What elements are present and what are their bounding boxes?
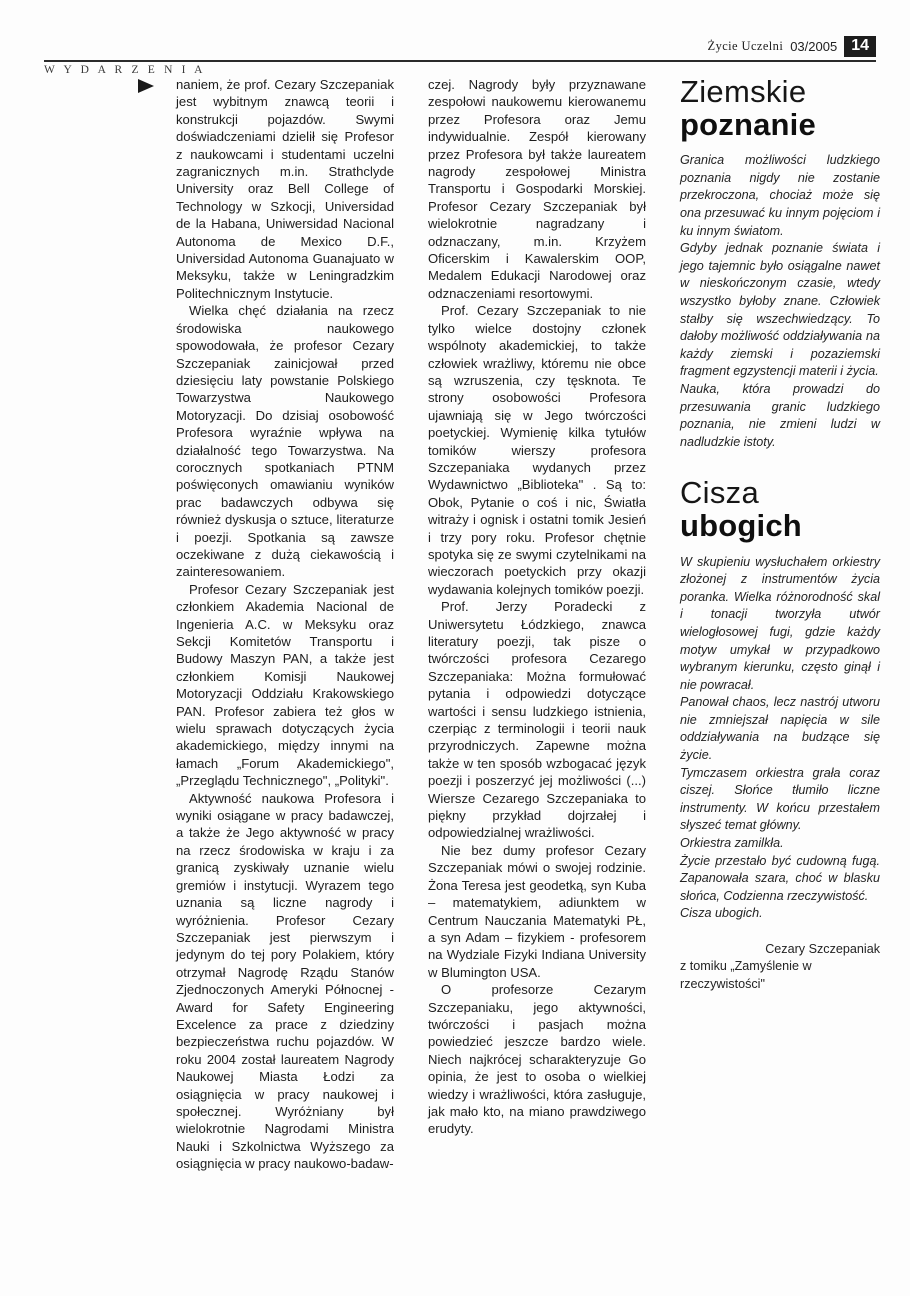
paragraph: naniem, że prof. Cezary Szczepaniak jest wybitnym znawcą teorii i konstrukcji pojazdów. Swymi doświadczeniami dzielił się Profesor z naukowcami i studentami uczelni zagranicznych m.in. Strathclyde University oraz Bell College of Technology w Szkocji, Universidad de la Habana, Uniwersidad Nacional Autonoma de Mexico D.F., Universidad Autonoma Guanajuato w Meksyku, także w Leningradzkim Politechnicznym Instytucie.	[176, 77, 394, 301]
poem-stanza: Gdyby jednak poznanie świata i jego tajemnic było osiągalne nawet w nieskończonym czasie, wtedy wszystko byłoby znane. Człowiek stałby się wszechwiedzący. To dałoby możliwość oddziaływania na każdy ziemski i pozaziemski fragment egzystencji materii i życia.	[680, 241, 880, 379]
poem-title-line-1: Cisza	[680, 475, 760, 511]
paragraph: Prof. Cezary Szczepaniak to nie tylko wielce dostojny członek wspólnoty akademickiej, to także człowiek wrażliwy, któremu nie obce są wzruszenia, czy tęsknota. Te strony osobowości Profesora ujawniają się w Jego twórczości poetyckiej. Wymienię kilka tytułów tomików wierszy profesora Szczepaniaka wydanych przez Wydawnictwo „Biblioteka" . Są to: Obok, Pytanie o coś i nic, Światła witraży i ognisk i ostatni tomik Jesień i trzy pory roku. Profesor chętnie spotyka się ze swymi czytelnikami na wieczorach poetyckich przy okazji wydawania kolejnych tomików poezji.	[428, 303, 646, 597]
page-header	[44, 22, 876, 76]
signature-author: Cezary Szczepaniak	[765, 942, 880, 956]
masthead-issue: 03/2005	[790, 39, 838, 54]
poem-stanza: Cisza ubogich.	[680, 906, 763, 921]
paragraph: czej. Nagrody były przyznawane zespołowi naukowemu kierowanemu przez Profesora oraz Jemu indywidualnie. Zespół kierowany przez Profesora był także laureatem nagrody zespołowej Ministra Transportu i Gospodarki Morskiej. Profesor Cezary Szczepaniak był wielokrotnie nagradzany i odznaczany, m.in. Krzyżem Oficerskim i Kawalerskim OOP, Medalem Edukacji Narodowej oraz odznaczeniami resortowymi.	[428, 77, 646, 301]
page-number: 14	[844, 36, 876, 57]
signature-source: z tomiku „Zamyślenie w rzeczywistości"	[680, 959, 812, 991]
paragraph: Prof. Jerzy Poradecki z Uniwersytetu Łódzkiego, znawca literatury poezji, tak pisze o twórczości profesora Cezarego Szczepaniaka: Można formułować pytania i odpowiedzi dotyczące wartości i sensu ludzkiego istnienia, czerpiąc z terminologii i teorii nauk przyrodniczych. Zapewne można także w ten sposób wzbogacać język poezji i poszerzyć jej możliwości (...) Wiersze Cezarego Szczepaniaka to piękny przykład dojrzałej i odpowiedzialnej wrażliwości.	[428, 599, 646, 841]
masthead	[708, 36, 876, 57]
poem-title-line-2: poznanie	[680, 106, 816, 142]
paragraph: Wielka chęć działania na rzecz środowiska naukowego spowodowała, że profesor Cezary Szczepaniak zainicjował przed dziesięciu laty powstanie Polskiego Towarzystwa Naukowego Motoryzacji. Do dzisiaj osobowość Profesora wyraźnie wpływa na działalność tego Towarzystwa. Na corocznych spotkaniach PTNM poświęconych omawianiu wyników prac badawczych odbywa się również dyskusja o sztuce, literaturze i poezji. Spotkania są zawsze oczekiwane z dużą ciekawością i zainteresowaniem.	[176, 303, 394, 580]
continuation-arrow-icon	[138, 79, 154, 93]
paragraph: Aktywność naukowa Profesora i wyniki osiągane w pracy badawczej, a także że Jego aktywność w pracy na rzecz środowiska w kraju i za granicą zyskiwały uznanie wielu gremiów i instytucji. Wyrazem tego uznania są liczne nagrody i wyróżnienia. Profesor Cezary Szczepaniak jest pierwszym i jedynym do tej pory Polakiem, który otrzymał Nagrodę Rządu Stanów Zjednoczonych Ameryki Północnej - Award for Safety Engineering Excelence za prace z dziedziny bezpieczeństwa ruchu pojazdów. W roku 2004 został laureatem Nagrody Naukowej Miasta Łodzi za osiągnięcia w pracy naukowej i społecznej. Wyróżniany był wielokrotnie Nagrodami Ministra Nauki i Szkolnictwa Wyższego za osiągnięcia w pracy naukowo-badaw-	[176, 790, 394, 1172]
paragraph: O profesorze Cezarym Szczepaniaku, jego aktywności, twórczości i pasjach można powiedzieć jeszcze bardzo wiele. Niech najkrócej scharakteryzuje Go opinia, że jest to osoba o wielkiej wiedzy i wrażliwości, która zasługuje, jak mało kto, na miano prawdziwego erudyty.	[428, 982, 646, 1137]
poem-stanza: Panował chaos, lecz nastrój utworu nie zmniejszał napięcia w sile oddziaływania na budzące się życie.	[680, 695, 880, 763]
poem-title-line-2: ubogich	[680, 507, 802, 543]
poem-title-ziemskie-poznanie	[680, 76, 880, 140]
section-label: W Y D A R Z E N I A	[44, 64, 206, 76]
poem-title-cisza-ubogich	[680, 477, 880, 541]
poem-stanza: W skupieniu wysłuchałem orkiestry złożonej z instrumentów życia poranka. Wielka różnorodność skal i tonacji tworzyła utwór wielogłosowej fugi, gdzie każdy motyw umykał w przypadkowo wybranym kierunku, często ginął i nie powracał.	[680, 554, 880, 692]
poem-stanza: Nauka, która prowadzi do przesuwania granic ludzkiego poznania, nie zmieni ludzi w nadludzkie istoty.	[680, 381, 880, 449]
poem-title-line-1: Ziemskie	[680, 74, 807, 109]
poem-signature	[680, 941, 880, 993]
header-rule	[44, 60, 876, 62]
column-middle	[428, 76, 646, 1138]
poem-stanza: Orkiestra zamilkła.	[680, 836, 784, 851]
column-left	[176, 76, 394, 1173]
poem-stanza: Tymczasem orkiestra grała coraz ciszej. Słońce tłumiło liczne instrumenty. W końcu przestałem słyszeć temat główny.	[680, 765, 880, 833]
paragraph: Nie bez dumy profesor Cezary Szczepaniak mówi o swojej rodzinie. Żona Teresa jest geodetką, syn Kuba – matematykiem, adiunktem w Centrum Nauczania Matematyki PŁ, a syn Adam – fizykiem - profesorem na Wydziale Fizyki Indiana University w Blumington USA.	[428, 842, 646, 980]
poem-stanza: Życie przestało być cudowną fugą. Zapanowała szara, choć w blasku słońca, Codzienna rzeczywistość.	[680, 853, 880, 903]
poem-stanza: Granica możliwości ludzkiego poznania nigdy nie zostanie przekroczona, chociaż może się ona przesuwać ku innym pojęciom i ku innym światom.	[680, 153, 880, 238]
column-right-poetry	[680, 76, 880, 993]
paragraph: Profesor Cezary Szczepaniak jest członkiem Akademia Nacional de Ingenieria A.C. w Meksyku oraz Sekcji Komitetów Transportu i Budowy Maszyn PAN, a także jest członkiem Komisji Naukowej Motoryzacji Oddziału Krakowskiego PAN. Profesor zabiera też głos w wielu sprawach dotyczących życia akademickiego, między innymi na łamach „Forum Akademickiego", „Przeglądu Technicznego", „Polityki".	[176, 581, 394, 789]
masthead-title: Życie Uczelni	[707, 39, 784, 53]
